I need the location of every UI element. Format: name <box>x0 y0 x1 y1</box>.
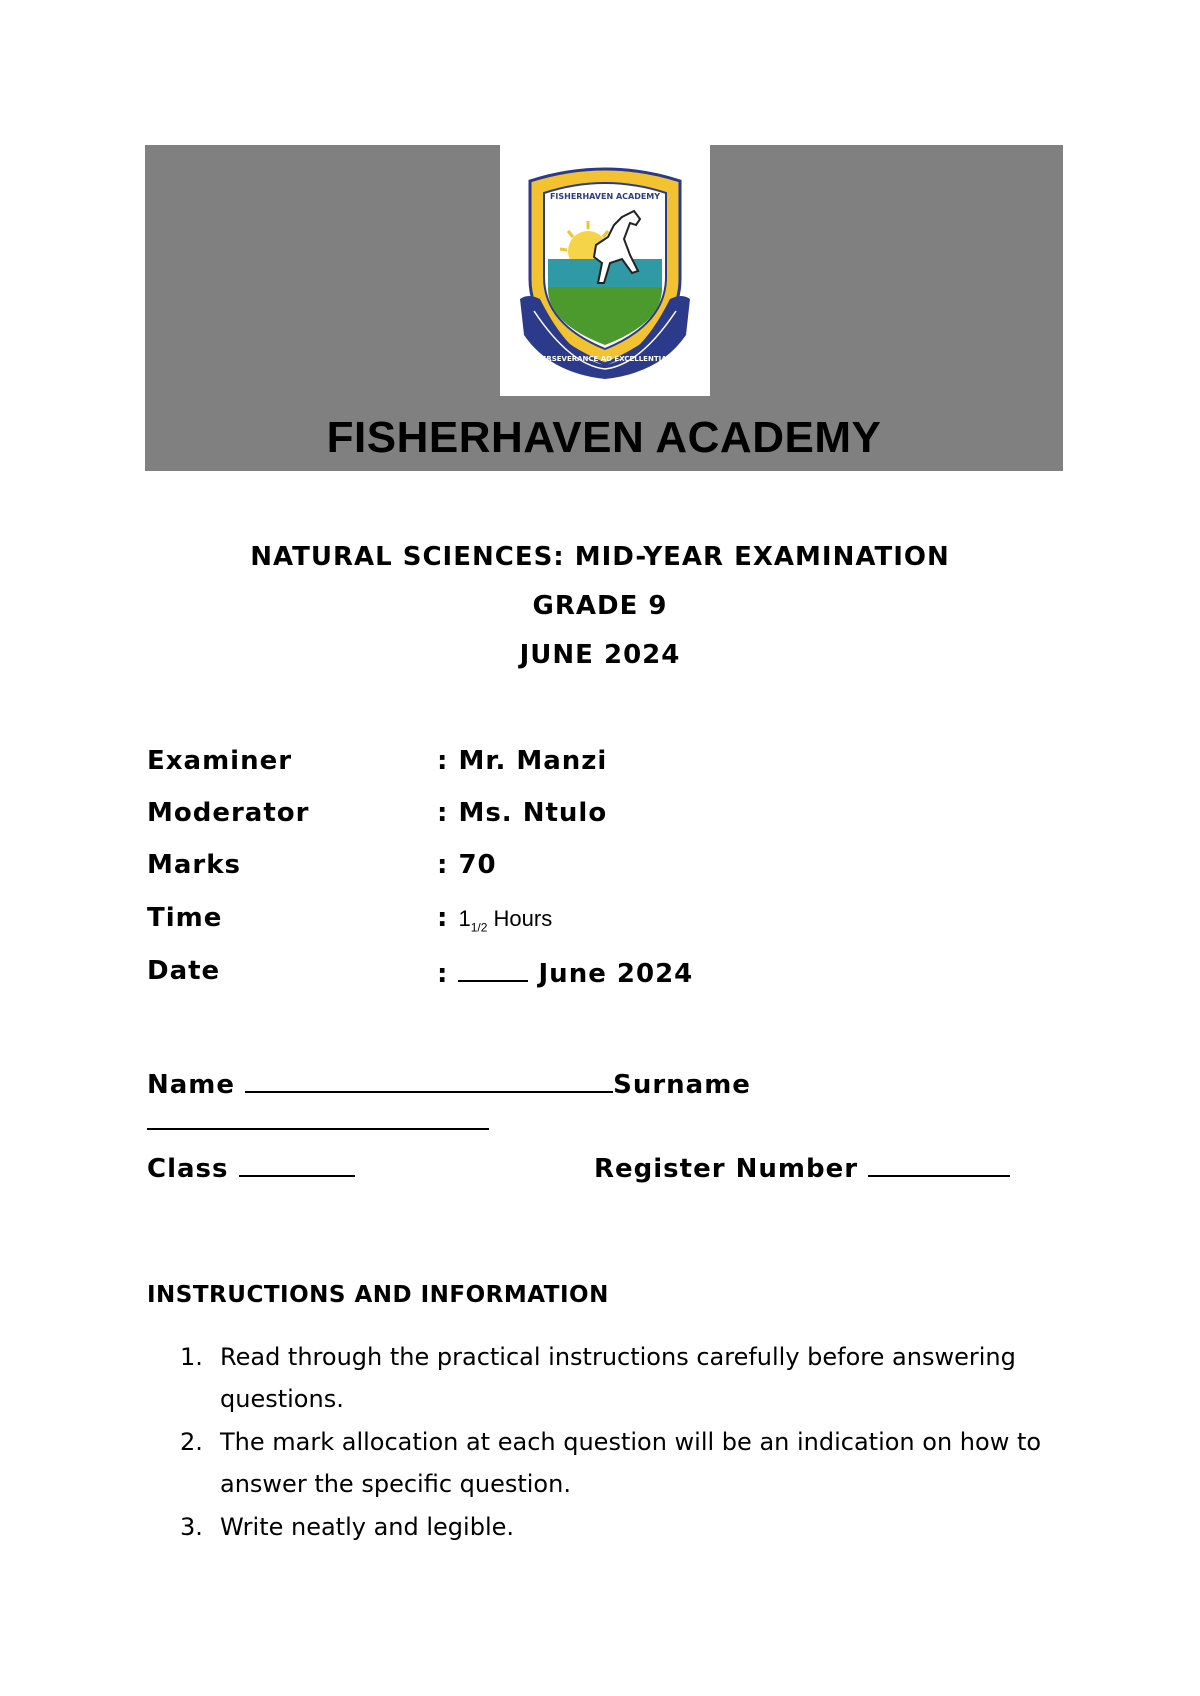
surname-blank[interactable] <box>147 1104 489 1130</box>
svg-text:PERSEVERANCE AD EXCELLENTIAM: PERSEVERANCE AD EXCELLENTIAM <box>536 355 674 363</box>
instructions-heading: INSTRUCTIONS AND INFORMATION <box>147 1282 609 1308</box>
register-blank[interactable] <box>868 1151 1010 1177</box>
surname-label: Surname <box>613 1070 751 1100</box>
list-item: 1. Read through the practical instructions carefully before answering questions. <box>180 1343 1016 1413</box>
name-label: Name <box>147 1070 236 1100</box>
school-crest <box>500 145 710 396</box>
list-item: 3. Write neatly and legible. <box>180 1513 514 1541</box>
examiner-label: Examiner <box>147 746 293 776</box>
school-name: FISHERHAVEN ACADEMY <box>326 413 882 462</box>
moderator-label: Moderator <box>147 798 310 828</box>
moderator-value: : Ms. Ntulo <box>437 798 608 828</box>
time-value: : $1_{1/2}$ Hours <box>437 903 553 935</box>
crest-shield-icon <box>510 159 700 381</box>
list-item: 2. The mark allocation at each question will be an indication on how to answer the specific question. <box>180 1428 1042 1498</box>
examiner-value: : Mr. Manzi <box>437 746 608 776</box>
marks-value: : 70 <box>437 850 497 880</box>
exam-grade: GRADE 9 <box>532 591 668 621</box>
instructions-list <box>180 1336 1080 1549</box>
register-label: Register Number <box>594 1154 859 1184</box>
name-blank[interactable] <box>245 1067 613 1093</box>
date-blank[interactable] <box>458 956 528 982</box>
exam-session: JUNE 2024 <box>519 640 681 670</box>
register-field <box>594 1151 1010 1184</box>
time-label: Time <box>147 903 223 933</box>
header-banner <box>145 145 1063 471</box>
date-label: Date <box>147 956 221 986</box>
exam-title: NATURAL SCIENCES: MID-YEAR EXAMINATION <box>250 542 950 572</box>
svg-text:FISHERHAVEN ACADEMY: FISHERHAVEN ACADEMY <box>549 192 661 201</box>
class-label: Class <box>147 1154 229 1184</box>
class-blank[interactable] <box>239 1151 355 1177</box>
marks-label: Marks <box>147 850 242 880</box>
surname-field <box>147 1104 489 1137</box>
class-field <box>147 1151 355 1184</box>
date-value: : June 2024 <box>437 956 693 989</box>
name-field <box>147 1067 751 1100</box>
